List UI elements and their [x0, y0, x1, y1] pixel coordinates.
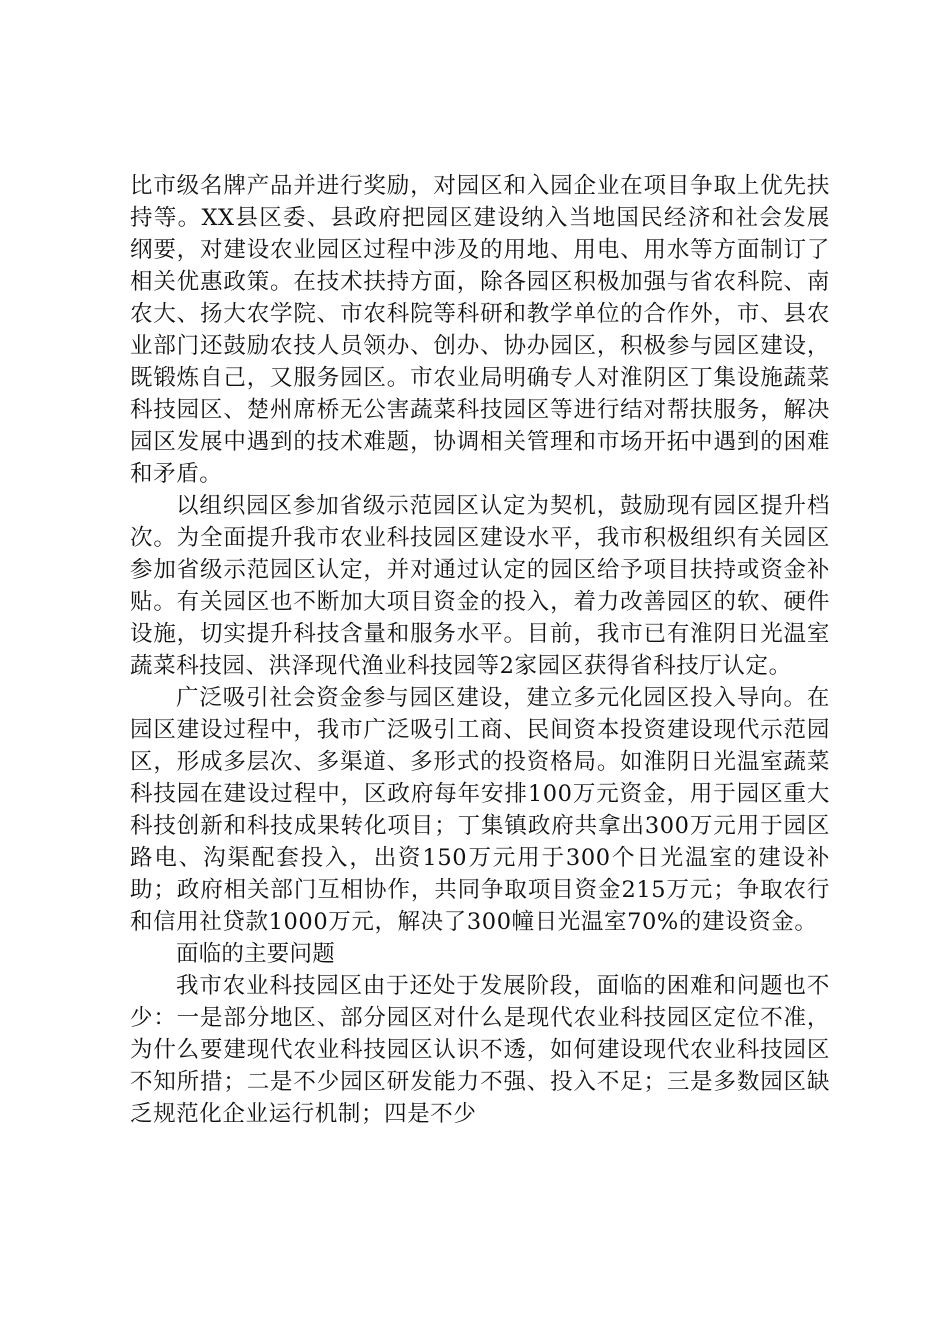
section-heading: 面临的主要问题 [176, 941, 335, 967]
paragraph-4: 我市农业科技园区由于还处于发展阶段，面临的困难和问题也不少：一是部分地区、部分园区对什么是现代农业科技园区定位不准，为什么要建现代农业科技园区认识不透，如何建设现代农业科技园区不知所措；二是不少园区研发能力不强、投入不足；三是多数园区缺乏规范化企业运行机制；四是不少 [130, 973, 830, 1127]
paragraph-2: 以组织园区参加省级示范园区认定为契机，鼓励现有园区提升档次。为全面提升我市农业科技园区建设水平，我市积极组织有关园区参加省级示范园区认定，并对通过认定的园区给予项目扶持或资金补贴。有关园区也不断加大项目资金的投入，着力改善园区的软、硬件设施，切实提升科技含量和服务水平。目前，我市已有淮阴日光温室蔬菜科技园、洪泽现代渔业科技园等2家园区获得省科技厅认定。 [130, 493, 830, 679]
paragraph-3: 广泛吸引社会资金参与园区建设，建立多元化园区投入导向。在园区建设过程中，我市广泛吸引工商、民间资本投资建设现代示范园区，形成多层次、多渠道、多形式的投资格局。如淮阴日光温室蔬菜科技园在建设过程中，区政府每年安排100万元资金，用于园区重大科技创新和科技成果转化项目；丁集镇政府共拿出300万元用于园区路电、沟渠配套投入，出资150万元用于300个日光温室的建设补助；政府相关部门互相协作，共同争取项目资金215万元；争取农行和信用社贷款1000万元，解决了300幢日光温室70%的建设资金。 [130, 685, 830, 935]
document-page [130, 170, 830, 1130]
paragraph-1: 比市级名牌产品并进行奖励，对园区和入园企业在项目争取上优先扶持等。XX县区委、县政府把园区建设纳入当地国民经济和社会发展纲要，对建设农业园区过程中涉及的用地、用电、用水等方面制订了相关优惠政策。在技术扶持方面，除各园区积极加强与省农科院、南农大、扬大农学院、市农科院等科研和教学单位的合作外，市、县农业部门还鼓励农技人员领办、创办、协办园区，积极参与园区建设，既锻炼自己，又服务园区。市农业局明确专人对淮阴区丁集设施蔬菜科技园区、楚州席桥无公害蔬菜科技园区等进行结对帮扶服务，解决园区发展中遇到的技术难题，协调相关管理和市场开拓中遇到的困难和矛盾。 [130, 173, 830, 487]
